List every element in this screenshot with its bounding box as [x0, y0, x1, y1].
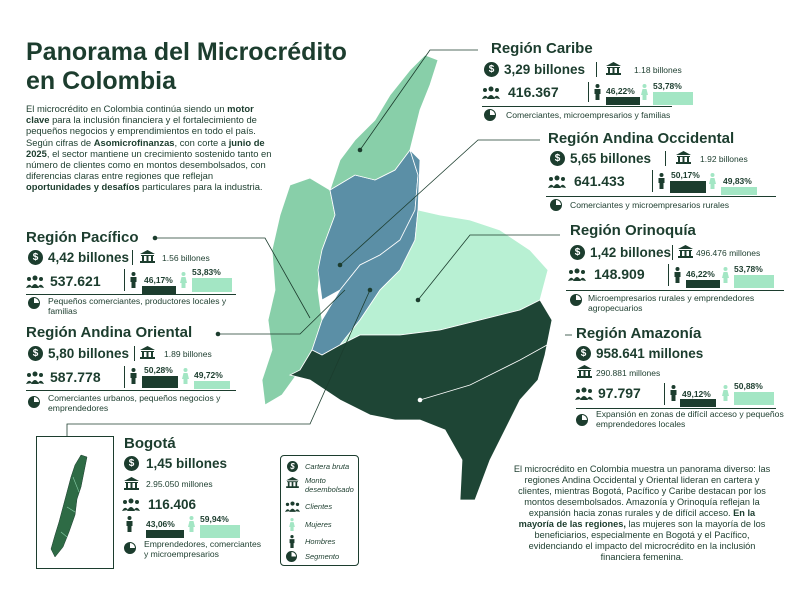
- region-title-andina-oriental: Región Andina Oriental: [26, 324, 193, 341]
- cartera-andina-oriental: 5,80 billones: [48, 346, 130, 361]
- region-title-bogota: Bogotá: [124, 435, 176, 452]
- bank-building-icon: [286, 477, 299, 488]
- legend-label-clientes: Clientes: [305, 502, 333, 511]
- bank-building-icon: [678, 245, 693, 258]
- title-line-1: Panorama del Microcrédito: [26, 38, 347, 66]
- woman-icon: [180, 272, 187, 288]
- pie-chart-icon: [570, 294, 582, 306]
- monto-caribe: 1.18 billones: [634, 65, 682, 75]
- hombres-andina-oriental: 50,28%: [144, 365, 173, 375]
- region-title-caribe: Región Caribe: [491, 40, 593, 57]
- bogota-map: [37, 437, 115, 570]
- mujeres-andina-oriental: 49,72%: [194, 370, 223, 380]
- man-icon: [130, 368, 137, 384]
- segmento-orinoquia: Microempresarios rurales y emprendedores agropecuarios: [588, 293, 755, 314]
- divider: [566, 290, 784, 291]
- man-icon: [674, 267, 681, 283]
- bank-building-icon: [140, 346, 155, 359]
- legend-label-segmento: Segmento: [305, 552, 340, 561]
- intro-bold-2: Asomicrofinanzas: [93, 136, 175, 148]
- pie-chart-icon: [124, 542, 136, 554]
- hombres-bar-caribe: [606, 97, 640, 105]
- mujeres-amazonia: 50,88%: [734, 381, 763, 391]
- pie-chart-icon: [576, 414, 588, 426]
- mujeres-bar-orinoquia: [734, 275, 774, 288]
- intro-text-1: El microcrédito en Colombia continúa siendo un: [26, 103, 228, 114]
- cartera-orinoquia: 1,42 billones: [590, 245, 672, 260]
- coin-dollar-icon: $: [576, 346, 591, 361]
- connector-dot-bogota: [368, 288, 373, 293]
- summary-bold-1: En la mayoría de las regiones,: [518, 508, 756, 529]
- pie-chart-icon: [550, 199, 562, 211]
- page-title: [26, 38, 366, 96]
- pie-chart-icon: [28, 297, 40, 309]
- people-group-icon: [568, 268, 586, 281]
- legend-label-monto: Monto desembolsado: [305, 476, 354, 494]
- clientes-bogota: 116.406: [148, 497, 197, 512]
- hombres-bar-bogota: [146, 530, 184, 538]
- monto-andina-occidental: 1.92 billones: [700, 154, 748, 164]
- intro-text-3: , con corte a: [174, 136, 229, 148]
- hombres-bar-andina-oriental: [142, 376, 178, 388]
- summary-text-2: las mujeres son la mayoría de los beneficiarios, especialmente en Bogotá y el Pacífico, evidenciando el impacto del microcrédito en la inclusión financiera femenina.: [528, 519, 766, 562]
- man-icon: [670, 385, 677, 401]
- man-icon: [130, 272, 137, 288]
- mujeres-bar-andina-oriental: [194, 381, 230, 389]
- coin-dollar-icon: $: [124, 456, 139, 471]
- divider: [546, 196, 776, 197]
- bank-building-icon: [124, 477, 139, 490]
- clientes-caribe: 416.367: [508, 84, 559, 100]
- connector-dot-caribe: [358, 148, 363, 153]
- woman-icon: [641, 84, 648, 100]
- clientes-orinoquia: 148.909: [594, 266, 645, 282]
- segmento-amazonia: Expansión en zonas de difícil acceso y pequeños emprendedores locales: [596, 409, 784, 430]
- people-group-icon: [122, 498, 140, 511]
- coin-dollar-icon: $: [550, 151, 565, 166]
- connector-dot-andina-occidental: [338, 263, 343, 268]
- segmento-andina-oriental: Comerciantes urbanos, pequeños negocios y emprendedores: [48, 393, 221, 414]
- region-card-andina-oriental: [24, 324, 264, 419]
- legend-label-hombres: Hombres: [305, 537, 336, 546]
- region-card-caribe: [478, 40, 718, 120]
- intro-text-4: , el sector mantiene un crecimiento sostenido tanto en número de clientes como en montos desembolsados, con diferencias claras entre regiones que reflejan: [26, 147, 272, 182]
- woman-icon: [289, 518, 295, 531]
- bank-building-icon: [577, 365, 592, 378]
- monto-amazonia: 290.881 millones: [596, 368, 661, 378]
- divider: [26, 390, 236, 391]
- legend: [280, 455, 359, 566]
- region-title-andina-occidental: Región Andina Occidental: [548, 130, 735, 147]
- hombres-orinoquia: 46,22%: [686, 269, 715, 279]
- clientes-amazonia: 97.797: [598, 385, 641, 401]
- man-icon: [658, 173, 665, 189]
- clientes-andina-oriental: 587.778: [50, 369, 101, 385]
- intro-bold-3: junio de 2025: [26, 136, 265, 159]
- segmento-caribe: Comerciantes, microempresarios y familias: [506, 110, 671, 120]
- intro-paragraph: [26, 103, 276, 193]
- monto-orinoquia: 496.476 millones: [696, 248, 761, 258]
- cartera-bogota: 1,45 billones: [146, 456, 228, 471]
- cartera-andina-occidental: 5,65 billones: [570, 151, 652, 166]
- man-icon: [594, 84, 601, 100]
- mujeres-andina-occidental: 49,83%: [723, 176, 752, 186]
- pie-chart-icon: [484, 109, 496, 121]
- people-group-icon: [482, 86, 500, 99]
- region-card-orinoquia: [560, 222, 798, 317]
- hombres-bar-andina-occidental: [670, 181, 706, 193]
- region-card-bogota: [120, 435, 280, 570]
- region-title-pacifico: Región Pacífico: [26, 229, 139, 246]
- mujeres-pacifico: 53,83%: [192, 267, 221, 277]
- hombres-caribe: 46,22%: [606, 86, 635, 96]
- hombres-bar-orinoquia: [686, 280, 720, 288]
- intro-bold-4: oportunidades y desafíos: [26, 181, 140, 193]
- coin-dollar-icon: $: [28, 250, 43, 265]
- woman-icon: [182, 368, 189, 384]
- coin-dollar-icon: $: [287, 461, 298, 472]
- region-card-andina-occidental: [540, 130, 798, 212]
- people-group-icon: [26, 371, 44, 384]
- bank-building-icon: [140, 250, 155, 263]
- intro-bold-1: motor clave: [26, 103, 254, 126]
- hombres-bogota: 43,06%: [146, 519, 175, 529]
- coin-dollar-icon: $: [484, 62, 499, 77]
- cartera-pacifico: 4,42 billones: [48, 250, 130, 265]
- pie-chart-icon: [286, 551, 297, 562]
- segmento-andina-occidental: Comerciantes y microempresarios rurales: [570, 200, 730, 210]
- hombres-bar-amazonia: [680, 399, 716, 407]
- woman-icon: [709, 173, 716, 189]
- bank-building-icon: [606, 62, 621, 75]
- man-icon: [126, 516, 133, 532]
- pie-chart-icon: [28, 396, 40, 408]
- region-title-amazonia: Región Amazonía: [576, 325, 702, 342]
- summary-text-1: El microcrédito en Colombia muestra un panorama diverso: las regiones Andina Occidental y Oriental lideran en cartera y clientes, mientras Bogotá, Pacífico y Caribe destacan por los montos desembolsados. Amazonía y Orinoquía reflejan la expansión hacia zonas rurales y de difícil acceso.: [513, 464, 771, 518]
- map-dot-amazonia: [418, 398, 423, 403]
- mujeres-orinoquia: 53,78%: [734, 264, 763, 274]
- mujeres-bar-bogota: [200, 525, 240, 538]
- divider: [26, 294, 236, 295]
- intro-text-5: particulares para la industria.: [139, 181, 263, 193]
- woman-icon: [188, 516, 195, 532]
- clientes-pacifico: 537.621: [50, 273, 101, 289]
- hombres-andina-occidental: 50,17%: [671, 170, 700, 180]
- mujeres-bar-amazonia: [734, 392, 774, 405]
- mujeres-bar-andina-occidental: [721, 187, 757, 195]
- mujeres-caribe: 53,78%: [653, 81, 682, 91]
- hombres-bar-pacifico: [142, 286, 176, 294]
- hombres-amazonia: 49,12%: [682, 389, 711, 399]
- people-group-icon: [548, 175, 566, 188]
- mujeres-bogota: 59,94%: [200, 514, 229, 524]
- title-line-2: en Colombia: [26, 67, 177, 95]
- cartera-caribe: 3,29 billones: [504, 62, 586, 77]
- man-icon: [289, 535, 295, 548]
- people-group-icon: [285, 501, 300, 512]
- bank-building-icon: [676, 151, 691, 164]
- summary-paragraph: [510, 464, 774, 563]
- cartera-amazonia: 958.641 millones: [596, 346, 704, 361]
- segmento-pacifico: Pequeños comerciantes, productores locales y familias: [48, 296, 227, 317]
- monto-andina-oriental: 1.89 billones: [164, 349, 212, 359]
- region-card-pacifico: [24, 229, 264, 321]
- divider: [482, 106, 672, 107]
- hombres-pacifico: 46,17%: [144, 275, 173, 285]
- woman-icon: [722, 385, 729, 401]
- coin-dollar-icon: $: [28, 346, 43, 361]
- region-title-orinoquia: Región Orinoquía: [570, 222, 696, 239]
- connector-dot-orinoquia: [416, 298, 421, 303]
- bogota-map-box: [36, 436, 114, 569]
- intro-text-2: para la inclusión financiera y el fortalecimiento de pequeños negocios y emprendimientos en todo el país. Según cifras de: [26, 114, 257, 148]
- mujeres-bar-pacifico: [192, 278, 232, 292]
- region-card-amazonia: [572, 325, 798, 435]
- coin-dollar-icon: $: [570, 245, 585, 260]
- clientes-andina-occidental: 641.433: [574, 173, 625, 189]
- legend-label-mujeres: Mujeres: [305, 520, 332, 529]
- monto-bogota: 2.95.050 millones: [146, 479, 213, 489]
- people-group-icon: [575, 387, 593, 400]
- mujeres-bar-caribe: [653, 92, 693, 105]
- people-group-icon: [26, 275, 44, 288]
- legend-label-cartera: Cartera bruta: [305, 462, 350, 471]
- segmento-bogota: Emprendedores, comerciantes y microempresarios: [144, 539, 262, 560]
- monto-pacifico: 1.56 billones: [162, 253, 210, 263]
- woman-icon: [722, 267, 729, 283]
